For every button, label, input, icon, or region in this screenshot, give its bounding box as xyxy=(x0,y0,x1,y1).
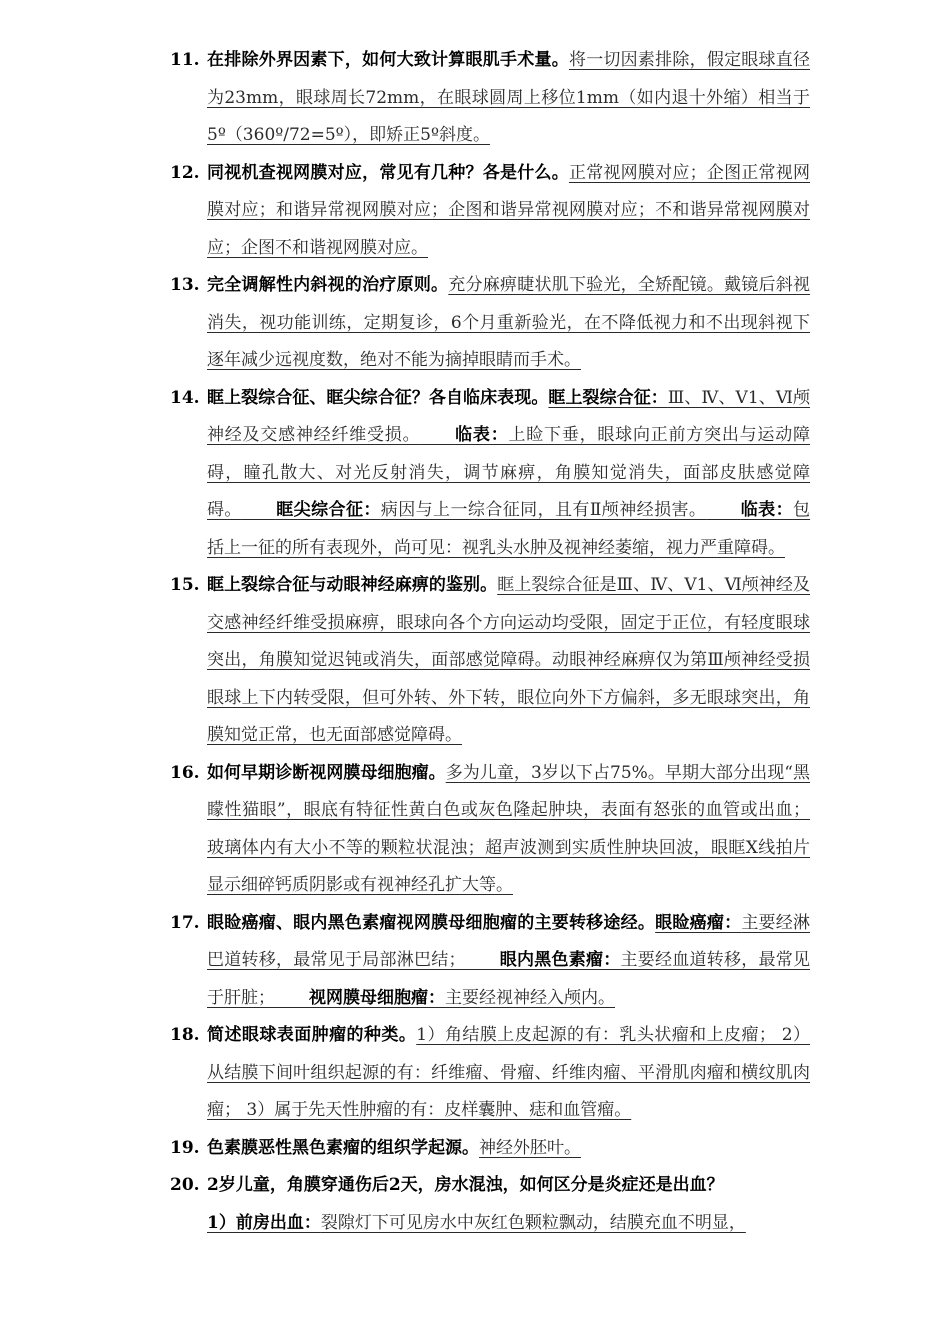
question-number: 19. xyxy=(170,1137,200,1158)
question-text: 在排除外界因素下，如何大致计算眼肌手术量。 xyxy=(207,50,569,70)
answer-segment: 裂隙灯下可见房水中灰红色颗粒飘动，结膜充血不明显， xyxy=(320,1212,746,1233)
question-13 xyxy=(170,267,810,380)
question-20 xyxy=(170,1167,810,1242)
question-number: 20. xyxy=(170,1175,200,1195)
answer-label: 眼睑癌瘤： xyxy=(655,912,742,933)
answer-text xyxy=(207,388,810,558)
answer-segment: 包括上一征的所有表现外，尚可见：视乳头水肿及视神经萎缩，视力严重障碍。 xyxy=(207,500,811,558)
question-text: 同视机查视网膜对应，常见有几种？各是什么。 xyxy=(207,162,569,183)
question-19 xyxy=(170,1130,810,1168)
question-text: 2岁儿童，角膜穿通伤后2天，房水混浊，如何区分是炎症还是出血？ xyxy=(207,1175,724,1195)
question-16 xyxy=(170,755,810,905)
question-text: 眶上裂综合征与动眼神经麻痹的鉴别。 xyxy=(207,575,498,595)
answer-text: 神经外胚叶。 xyxy=(479,1137,581,1158)
answer-segment: 上睑下垂，眼球向正前方突出与运动障碍，瞳孔散大、对光反射消失，调节麻痹，角膜知觉消失，面部皮肤感觉障碍。 xyxy=(207,425,810,520)
question-number: 18. xyxy=(170,1025,200,1045)
answer-text: 1）角结膜上皮起源的有：乳头状瘤和上皮瘤； 2）从结膜下间叶组织起源的有：纤维瘤、骨瘤、纤维肉瘤、平滑肌肉瘤和横纹肌肉瘤； 3）属于先天性肿瘤的有：皮样囊肿、痣和血管瘤。 xyxy=(207,1025,810,1120)
answer-segment: Ⅲ、Ⅳ、Ⅴ1、Ⅵ颅神经及交感神经纤维受损。 xyxy=(207,387,810,445)
answer-label: 眼内黑色素瘤： xyxy=(499,950,621,970)
question-number: 12. xyxy=(170,162,200,183)
answer-text: 多为儿童，3岁以下占75%。早期大部分出现“黑矇性猫眼”，眼底有特征性黄白色或灰色隆起肿块，表面有怒张的血管或出血；玻璃体内有大小不等的颗粒状混浊；超声波测到实质性肿块回波，眼眶X线拍片显示细碎钙质阴影或有视神经孔扩大等。 xyxy=(207,762,810,895)
answer-text: 将一切因素排除，假定眼球直径为23mm，眼球周长72mm，在眼球圆周上移位1mm（如内退十外缩）相当于5º（360º/72=5º），即矫正5º斜度。 xyxy=(207,50,811,145)
question-17 xyxy=(170,905,810,1018)
question-14 xyxy=(170,380,810,568)
answer-label: 1）前房出血： xyxy=(207,1212,321,1233)
answer-text: 充分麻痹睫状肌下验光，全矫配镜。戴镜后斜视消失，视功能训练，定期复诊，6个月重新验光，在不降低视力和不出现斜视下逐年减少远视度数，绝对不能为摘掉眼睛而手术。 xyxy=(207,275,811,370)
question-text: 简述眼球表面肿瘤的种类。 xyxy=(207,1025,417,1045)
question-number: 17. xyxy=(170,912,200,933)
question-11 xyxy=(170,42,810,155)
answer-text: 正常视网膜对应；企图正常视网膜对应；和谐异常视网膜对应；企图和谐异常视网膜对应；不和谐异常视网膜对应；企图不和谐视网膜对应。 xyxy=(207,162,811,258)
answer-text xyxy=(207,1213,746,1233)
question-text: 完全调解性内斜视的治疗原则。 xyxy=(207,275,449,295)
question-text: 如何早期诊断视网膜母细胞瘤。 xyxy=(207,762,446,783)
answer-segment: 主要经淋巴道转移，最常见于局部淋巴结； xyxy=(207,912,811,970)
answer-segment: 病因与上一综合征同，且有Ⅱ颅神经损害。 xyxy=(380,500,707,520)
answer-label: 眶尖综合征： xyxy=(275,500,381,520)
answer-label: 临表： xyxy=(740,500,794,520)
question-18 xyxy=(170,1017,810,1130)
question-text: 眶上裂综合征、眶尖综合征？各自临床表现。 xyxy=(207,387,549,408)
question-number: 14. xyxy=(170,387,200,408)
question-12 xyxy=(170,155,810,268)
question-number: 15. xyxy=(170,575,200,595)
answer-label: 视网膜母细胞瘤： xyxy=(309,987,445,1008)
question-number: 13. xyxy=(170,275,200,295)
answer-label: 临表： xyxy=(454,425,509,445)
answer-segment: 主要经血道转移，最常见于肝脏； xyxy=(207,950,810,1008)
answer-text: 眶上裂综合征是Ⅲ、Ⅳ、Ⅴ1、Ⅵ颅神经及交感神经纤维受损麻痹，眼球向各个方向运动均受限，固定于正位，有轻度眼球突出，角膜知觉迟钝或消失，面部感觉障碍。动眼神经麻痹仅为第Ⅲ颅神经受损眼球上下内转受限，但可外转、外下转，眼位向外下方偏斜，多无眼球突出，角膜知觉正常，也无面部感觉障碍。 xyxy=(207,575,811,745)
question-text: 色素膜恶性黑色素瘤的组织学起源。 xyxy=(207,1137,479,1158)
question-number: 16. xyxy=(170,762,200,783)
answer-segment: 主要经视神经入颅内。 xyxy=(445,987,615,1008)
question-15 xyxy=(170,567,810,755)
answer-block xyxy=(207,1205,810,1243)
question-text: 眼睑癌瘤、眼内黑色素瘤视网膜母细胞瘤的主要转移途经。 xyxy=(207,912,656,933)
question-number: 11. xyxy=(170,50,200,70)
answer-label: 眶上裂综合征： xyxy=(548,387,668,408)
